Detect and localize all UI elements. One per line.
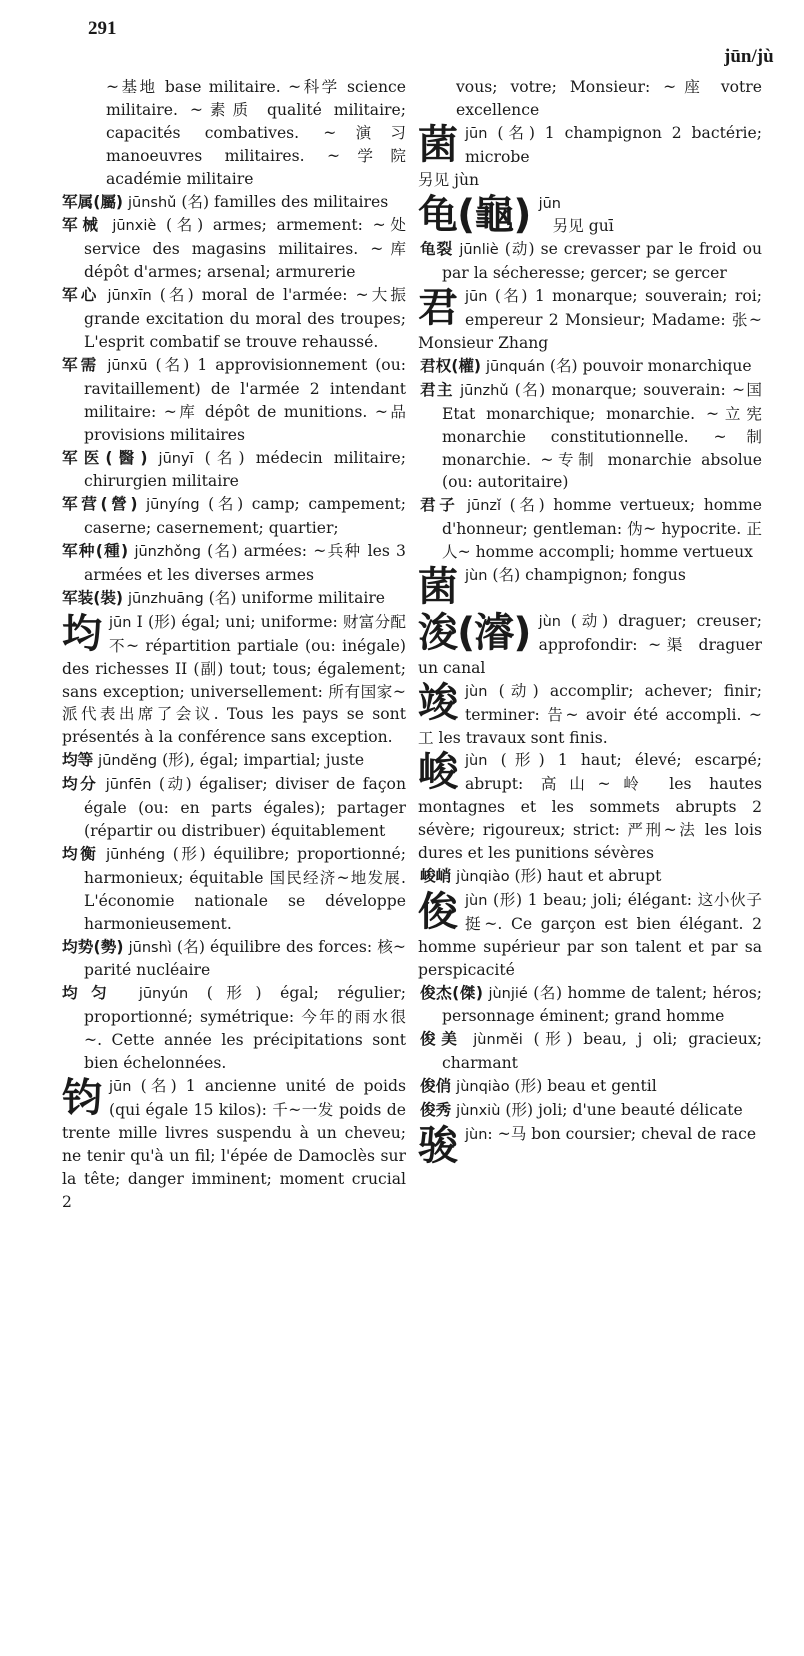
pinyin: jùnqiào (456, 1079, 510, 1096)
pinyin: jùn (465, 568, 488, 585)
definition: (动) se crevasser par le froid ou par la sécheresse; gercer; se gercer (442, 240, 762, 283)
headword-entry (418, 564, 762, 610)
entry-headword: 军种(種) (62, 542, 129, 561)
definition: (名) 1 ancienne unité de poids (qui égale 15 kilos): 千~一发 poids de trente mille livres suspendu à un cheveu; ne tenir qu'à un fil; l'épée de Damoclès sur la tête; danger imminent; moment crucial 2 (62, 1076, 406, 1211)
entry-headword: 均等 (62, 751, 94, 770)
entry (418, 355, 762, 379)
entry-headword: 峻峭 (420, 867, 452, 885)
entry (62, 936, 406, 983)
entry (418, 1028, 762, 1075)
entry (62, 982, 406, 1075)
headword-entry (62, 1075, 406, 1213)
pinyin: jūnzhuāng (128, 590, 204, 607)
definition: (动) accomplir; achever; finir; terminer: 告~ avoir été accompli. ~工 les travaux sont finis. (418, 681, 762, 747)
headword-character: 俊 (418, 888, 457, 935)
entry-headword: 君主 (420, 380, 454, 399)
entry-headword: 军械 (62, 216, 103, 235)
entry-headword: 俊俏 (420, 1077, 452, 1096)
definition: (形) joli; d'une beauté délicate (505, 1101, 743, 1120)
entry-headword: 俊杰(傑) (420, 983, 483, 1002)
definition: (名) 1 champignon 2 bactérie; microbe (465, 123, 762, 166)
entry (418, 865, 762, 889)
entry-headword: 均势(勢) (62, 937, 124, 956)
pinyin: jūnxīn (107, 288, 152, 305)
pinyin: jūn (465, 289, 488, 306)
definition: (名) 1 approvisionnement (ou: ravitaillement) de l'armée 2 intendant militaire: ~库 dépôt de munitions. ~品 provisions militaires (84, 355, 406, 444)
entry-headword: 俊美 (420, 1030, 463, 1049)
pinyin: jūn (465, 125, 488, 142)
pinyin: jūnyún (138, 986, 189, 1003)
entry (62, 354, 406, 447)
pinyin: jūn (109, 614, 132, 631)
entry (62, 447, 406, 494)
pinyin: jùn (465, 753, 488, 770)
definition: (名) armes; armement: ~处 service des magasins militaires. ~库 dépôt d'armes; arsenal; armurerie (84, 216, 406, 282)
headword-entry (418, 749, 762, 865)
pinyin: jūnfēn (105, 777, 152, 794)
definition: (名) équilibre des forces: 核~ parité nucléaire (84, 937, 406, 980)
definition: (名) médecin militaire; chirurgien militaire (84, 448, 406, 491)
headword-character: 君 (418, 285, 457, 332)
pinyin: jūnděng (98, 753, 158, 770)
definition: (名) moral de l'armée: ~大振 grande excitation du moral des troupes; L'esprit combatif se trouve rehaussé. (84, 286, 406, 351)
headword-character: 菌 (418, 564, 457, 611)
entry-headword: 均衡 (62, 844, 99, 863)
pinyin: jūnshǔ (128, 194, 177, 211)
entry (62, 214, 406, 284)
definition: (名) camp; campement; caserne; casernement; quartier; (84, 495, 406, 538)
entry (62, 843, 406, 936)
entry (418, 379, 762, 495)
pinyin: jùn (465, 1126, 488, 1143)
headword-character: 钧 (62, 1074, 101, 1121)
definition: (名) 1 monarque; souverain; roi; empereur 2 Monsieur; Madame: 张~ Monsieur Zhang (418, 287, 762, 352)
definition: (动) draguer; creuser; approfondir: ~渠 draguer un canal (418, 612, 762, 677)
definition: (名) champignon; fongus (492, 566, 686, 585)
right-column (418, 76, 762, 1169)
pinyin: jūnyī (158, 450, 194, 467)
definition: (形) égal; régulier; proportionné; symétrique: 今年的雨水很~. Cette année les précipitations sont bien échelonnées. (84, 984, 406, 1073)
pinyin: jūnliè (459, 242, 499, 259)
definition: (形) beau, j oli; gracieux; charmant (442, 1030, 762, 1073)
entry (62, 587, 406, 611)
entry-headword: 军需 (62, 355, 100, 374)
pinyin: jūnquán (486, 358, 545, 375)
definition: : ~马 bon coursier; cheval de race (487, 1124, 757, 1143)
entry (62, 540, 406, 587)
pinyin: jūn (109, 1078, 132, 1095)
pinyin: jūnzhǔ (460, 382, 509, 399)
cross-reference: 另见 guī (552, 217, 614, 236)
headword-character: 菌 (418, 121, 457, 168)
entry-list (418, 355, 762, 564)
entry-list (62, 191, 406, 611)
pinyin: jùnjié (488, 985, 528, 1002)
definition: (名) homme vertueux; homme d'honneur; gentleman: 伪~ hypocrite. 正人~ homme accompli; homme vertueux (442, 496, 762, 562)
entry-headword: 军医(醫) (62, 448, 148, 467)
definition: (名) familles des militaires (181, 192, 389, 211)
entry-headword: 军属(屬) (62, 192, 124, 211)
pinyin: jūnshì (128, 939, 172, 956)
headword-character: 峻 (418, 749, 457, 796)
continuation-text: vous; votre; Monsieur: ~座 votre excellence (456, 78, 762, 119)
entry-headword: 均分 (62, 775, 99, 794)
headword-entry (418, 192, 762, 239)
pinyin: jùnxiù (456, 1103, 501, 1120)
pinyin: jùn (538, 614, 561, 631)
continuation-text: ~基地 base militaire. ~科学 science militaire. ~素质 qualité militaire; capacités combatives. ~演习 manoeuvres militaires. ~学院 académie militaire (106, 78, 406, 188)
pinyin: jūnzhǒng (134, 544, 201, 561)
pinyin: jùn (465, 683, 488, 700)
headword-entry (418, 1123, 762, 1169)
definition: I (形) égal; uni; uniforme: 财富分配不~ répartition partiale (ou: inégale) des richesses II (副) tout; tous; également; sans exception; universellement: 所有国家~派代表出席了会议. Tous les pays se sont présentés à la conférence sans exception. (62, 612, 406, 747)
definition: (名) uniforme militaire (208, 588, 386, 607)
entry (418, 1075, 762, 1099)
entry-headword: 军心 (62, 286, 100, 305)
entry-list (418, 982, 762, 1123)
pinyin: jūnhéng (106, 846, 166, 863)
headword-character: 均 (62, 610, 101, 657)
headword-entry (418, 680, 762, 750)
entry (62, 191, 406, 215)
headword-entry (418, 122, 762, 192)
entry (62, 493, 406, 540)
entry (62, 749, 406, 773)
entry (418, 494, 762, 564)
entry-headword: 军营(營) (62, 495, 138, 514)
cross-reference: 另见 jùn (418, 170, 480, 189)
entry-headword: 俊秀 (420, 1101, 452, 1120)
running-head: jūn/jù (724, 46, 774, 67)
pinyin: jūnyíng (146, 497, 200, 514)
entry-headword: 军装(裝) (62, 588, 124, 607)
page-number: 291 (88, 18, 117, 39)
definition: (形) équilibre; proportionné; harmonieux; équitable 国民经济~地发展. L'économie nationale se développe harmonieusement. (84, 844, 406, 933)
pinyin: jùnqiào (456, 869, 510, 885)
entry-headword: 均匀 (62, 984, 121, 1003)
pinyin: jùn (465, 892, 488, 909)
headword-entry (418, 610, 762, 680)
definition: (名) monarque; souverain: ~国 Etat monarchique; monarchie. ~立宪 monarchie constitutionnelle. ~制 monarchie. ~专制 monarchie absolue (ou: autoritaire) (442, 380, 762, 492)
definition: (形), égal; impartial; juste (162, 751, 365, 770)
entry (62, 284, 406, 354)
entry-headword: 君子 (420, 496, 459, 515)
headword-character: 骏 (418, 1122, 457, 1169)
definition: (形) 1 beau; joli; élégant: 这小伙子挺~. Ce garçon est bien élégant. 2 homme supérieur par son talent et par sa perspicacité (418, 890, 762, 979)
left-column (62, 76, 406, 1213)
pinyin: jūnzǐ (467, 498, 502, 515)
headword-entry (418, 889, 762, 982)
entry (418, 1099, 762, 1123)
entry (418, 238, 762, 285)
definition: (名) pouvoir monarchique (549, 356, 752, 375)
entry-headword: 龟裂 (420, 240, 454, 259)
pinyin: jūn (538, 195, 561, 212)
entry (62, 773, 406, 843)
headword-character: 浚(濬) (418, 610, 531, 657)
pinyin: jūnxiè (112, 218, 157, 235)
entry-headword: 君权(權) (420, 356, 482, 375)
headword-entry (62, 611, 406, 749)
definition: (形) 1 haut; élevé; escarpé; abrupt: 高山~岭 les hautes montagnes et les sommets abrupts 2 sévère; rigoureux; strict: 严刑~法 les lois dures et les punitions sévères (418, 751, 762, 863)
headword-entry (418, 285, 762, 355)
definition: (动) égaliser; diviser de façon égale (ou: en parts égales); partager (répartir ou distribuer) équitablement (84, 775, 406, 840)
headword-character: 龟(龜) (418, 191, 531, 238)
headword-character: 竣 (418, 679, 457, 726)
definition: (名) armées: ~兵种 les 3 armées et les diverses armes (84, 542, 406, 585)
pinyin: jūnxū (107, 357, 148, 374)
definition: (形) haut et abrupt (514, 867, 662, 885)
definition: (名) homme de talent; héros; personnage éminent; grand homme (442, 983, 762, 1026)
entry (418, 982, 762, 1029)
entry-list (62, 749, 406, 1075)
pinyin: jùnměi (473, 1032, 523, 1049)
definition: (形) beau et gentil (514, 1077, 657, 1096)
